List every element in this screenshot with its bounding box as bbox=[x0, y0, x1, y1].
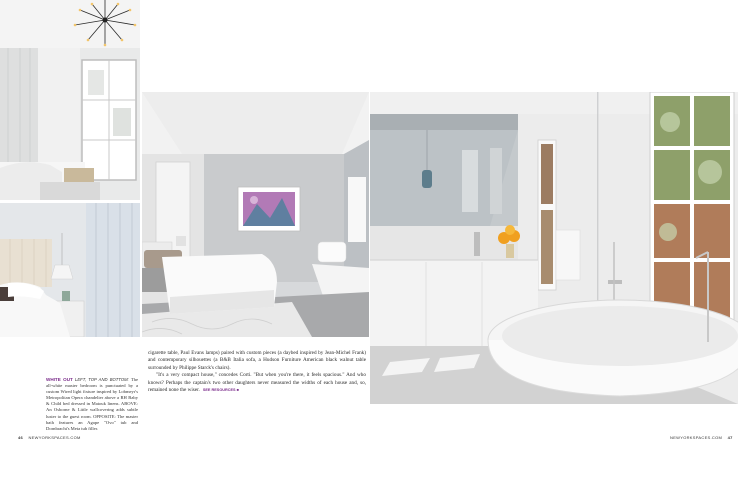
article-body bbox=[148, 350, 366, 394]
photo-master-bath bbox=[370, 92, 738, 404]
left-page-number: 46 bbox=[18, 435, 24, 440]
photo-guest-room bbox=[142, 92, 369, 337]
photo-bed-detail bbox=[0, 203, 140, 337]
right-site-name: NEWYORKSPACES.COM bbox=[670, 435, 723, 440]
body-paragraph-2-text: "It's a very compact house," concedes Corti. "But when you're there, it feels spacious." And who knows? Perhaps the captain's two other daughters never measured the widths of each house and, so, remained none the wiser. bbox=[148, 372, 366, 394]
body-paragraph-1: cigarette table, Paul Evans lamps) paired with custom pieces (a daybed inspired by Jean-Michel Frank) and contemporary silhouettes (a B&B Italia sofa, a Hudson Furniture American black walnut table surrounded by Philippe Starck's chairs). bbox=[148, 350, 366, 371]
caption-text: The all-white master bedroom is punctuated by a custom Wired light fixture inspired by Lobmeyr's Metropolitan Opera chandelier above a RH Baby & Child bed dressed in Matouk linens. ABOVE: An Osborne & Little wallcovering adds subtle luster to the guest room. OPPOSITE: The master bath features an Agape "Ovo" tub and Dornbracht's Meta tub filler. bbox=[46, 377, 138, 431]
photo-master-bedroom-chandelier bbox=[0, 0, 140, 200]
right-page-number: 47 bbox=[727, 435, 733, 440]
photo-caption bbox=[46, 377, 138, 432]
left-site-name: NEWYORKSPACES.COM bbox=[28, 435, 81, 440]
body-paragraph-2 bbox=[148, 372, 366, 394]
see-resources-link[interactable]: SEE RESOURCES ■ bbox=[202, 388, 239, 393]
folio-right bbox=[670, 435, 737, 440]
caption-label: WHITE OUT bbox=[46, 377, 73, 382]
folio-left bbox=[14, 435, 81, 440]
caption-sublabel: LEFT, TOP AND BOTTOM: bbox=[75, 377, 129, 382]
